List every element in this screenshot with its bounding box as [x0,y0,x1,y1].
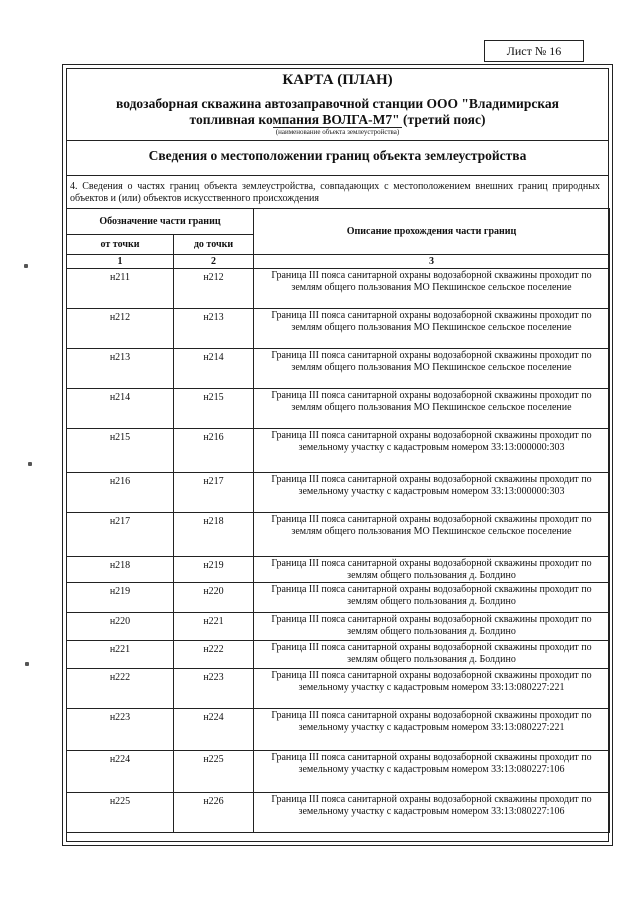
table-row [67,473,610,513]
divider [66,175,609,176]
description-cell: Граница III пояса санитарной охраны водозаборной скважины проходит по землям общего пользования МО Пекшинское сельское поселение [254,269,610,309]
description-cell: Граница III пояса санитарной охраны водозаборной скважины проходит по землям общего пользования д. Болдино [254,613,610,641]
table-row [67,513,610,557]
from-point-cell: н220 [67,613,174,641]
to-point-cell: н214 [174,349,254,389]
table-row [67,309,610,349]
table-row [67,557,610,583]
from-point-cell: н211 [67,269,174,309]
from-point-cell: н212 [67,309,174,349]
table-row [67,429,610,473]
table-row [67,641,610,669]
table-row [67,583,610,613]
description-cell: Граница III пояса санитарной охраны водозаборной скважины проходит по земельному участку с кадастровым номером 33:13:080227:221 [254,669,610,709]
description-cell: Граница III пояса санитарной охраны водозаборной скважины проходит по земельному участку с кадастровым номером 33:13:000000:303 [254,473,610,513]
to-point-cell: н213 [174,309,254,349]
table-row [67,669,610,709]
from-point-cell: н214 [67,389,174,429]
description-cell: Граница III пояса санитарной охраны водозаборной скважины проходит по землям общего пользования д. Болдино [254,583,610,613]
table-row [67,269,610,309]
from-point-header: от точки [67,235,174,255]
from-point-cell: н218 [67,557,174,583]
to-point-cell: н215 [174,389,254,429]
description-cell: Граница III пояса санитарной охраны водозаборной скважины проходит по землям общего пользования МО Пекшинское сельское поселение [254,389,610,429]
scan-speck [28,462,32,466]
to-point-cell: н226 [174,793,254,833]
to-point-cell: н218 [174,513,254,557]
description-cell: Граница III пояса санитарной охраны водозаборной скважины проходит по земельному участку с кадастровым номером 33:13:000000:303 [254,429,610,473]
to-point-cell: н212 [174,269,254,309]
to-point-cell: н217 [174,473,254,513]
section-title: Сведения о местоположении границ объекта землеустройства [148,148,527,163]
object-name-caption [66,128,609,136]
sheet-number-label: Лист № 16 [484,40,584,62]
column-number: 1 [67,255,174,269]
from-point-cell: н221 [67,641,174,669]
description-cell: Граница III пояса санитарной охраны водозаборной скважины проходит по землям общего пользования д. Болдино [254,641,610,669]
part-designation-header: Обозначение части границ [67,209,254,235]
caption-text: (наименование объекта землеустройства) [273,127,402,136]
from-point-cell: н222 [67,669,174,709]
object-name-line-1: водозаборная скважина автозаправочной станции ООО "Владимирская [116,96,559,111]
to-point-header: до точки [174,235,254,255]
section-description: 4. Сведения о частях границ объекта землеустройства, совпадающих с местоположением внешних границ природных объектов и (или) объектов искусственного происхождения [70,181,600,204]
from-point-cell: н224 [67,751,174,793]
boundary-table [66,208,610,833]
description-cell: Граница III пояса санитарной охраны водозаборной скважины проходит по землям общего пользования МО Пекшинское сельское поселение [254,309,610,349]
table-row [67,751,610,793]
table-row [67,793,610,833]
map-title: КАРТА (ПЛАН) [282,72,393,88]
description-cell: Граница III пояса санитарной охраны водозаборной скважины проходит по землям общего пользования МО Пекшинское сельское поселение [254,349,610,389]
from-point-cell: н225 [67,793,174,833]
to-point-cell: н222 [174,641,254,669]
from-point-cell: н213 [67,349,174,389]
description-cell: Граница III пояса санитарной охраны водозаборной скважины проходит по земельному участку с кадастровым номером 33:13:080227:106 [254,793,610,833]
description-cell: Граница III пояса санитарной охраны водозаборной скважины проходит по землям общего пользования д. Болдино [254,557,610,583]
to-point-cell: н223 [174,669,254,709]
to-point-cell: н225 [174,751,254,793]
table-row [67,389,610,429]
divider [66,140,609,141]
to-point-cell: н219 [174,557,254,583]
description-cell: Граница III пояса санитарной охраны водозаборной скважины проходит по землям общего пользования МО Пекшинское сельское поселение [254,513,610,557]
scan-speck [25,662,29,666]
column-number: 3 [254,255,610,269]
from-point-cell: н216 [67,473,174,513]
to-point-cell: н224 [174,709,254,751]
object-name [80,96,595,128]
from-point-cell: н215 [67,429,174,473]
from-point-cell: н223 [67,709,174,751]
to-point-cell: н221 [174,613,254,641]
table-row [67,613,610,641]
from-point-cell: н217 [67,513,174,557]
description-cell: Граница III пояса санитарной охраны водозаборной скважины проходит по земельному участку с кадастровым номером 33:13:080227:106 [254,751,610,793]
description-cell: Граница III пояса санитарной охраны водозаборной скважины проходит по земельному участку с кадастровым номером 33:13:080227:221 [254,709,610,751]
table-row [67,349,610,389]
to-point-cell: н216 [174,429,254,473]
scan-speck [24,264,28,268]
to-point-cell: н220 [174,583,254,613]
object-name-line-2: топливная компания ВОЛГА-М7" (третий пояс) [189,112,486,127]
column-number: 2 [174,255,254,269]
table-row [67,709,610,751]
description-header: Описание прохождения части границ [254,209,610,255]
from-point-cell: н219 [67,583,174,613]
